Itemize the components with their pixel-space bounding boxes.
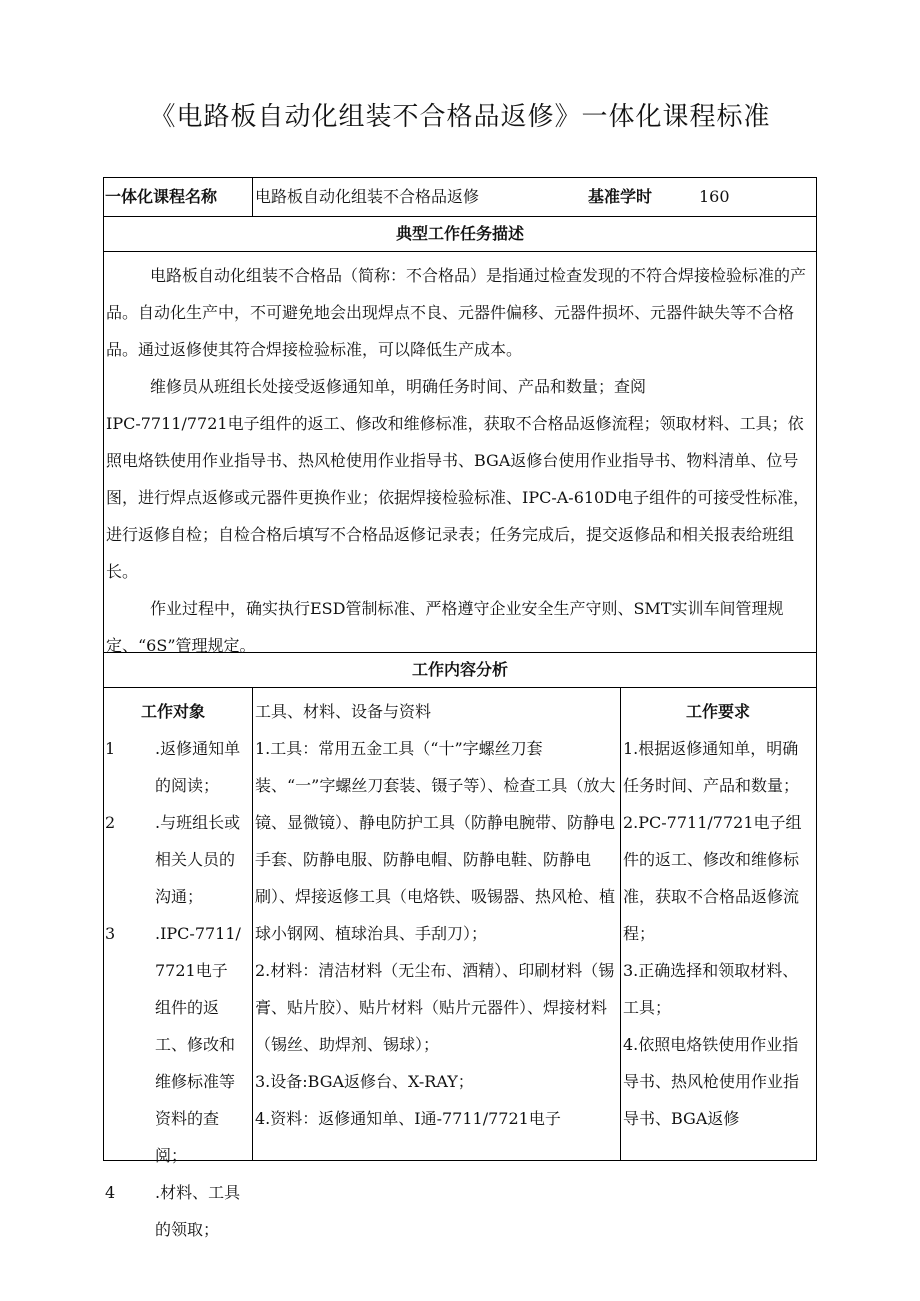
item-number: 1 bbox=[105, 739, 116, 758]
list-item bbox=[105, 1174, 241, 1248]
item-text: .与班组长或相关人员的沟通； bbox=[155, 813, 241, 906]
task-paragraph: 维修员从班组长处接受返修通知单，明确任务时间、产品和数量；查阅 bbox=[150, 377, 647, 396]
item-number: 2 bbox=[105, 813, 116, 832]
item-number: 4 bbox=[105, 1183, 116, 1202]
item-text: .IPC-7711/7721电子组件的返工、修改和维修标准等资料的查阅； bbox=[155, 924, 241, 1165]
work-object-column bbox=[105, 693, 241, 1239]
list-item: 2.材料：清洁材料（无尘布、酒精）、印刷材料（锡膏、贴片胶）、贴片材料（贴片元器件）、焊接材料（锡丝、助焊剂、锡球）； bbox=[255, 961, 615, 1054]
task-description-heading: 典型工作任务描述 bbox=[395, 224, 524, 243]
content-analysis-heading: 工作内容分析 bbox=[411, 660, 508, 679]
item-number: 3 bbox=[105, 924, 116, 943]
list-item: 4.资料：返修通知单、I通-7711/7721电子 bbox=[255, 1109, 561, 1128]
list-item: 4.依照电烙铁使用作业指导书、热风枪使用作业指导书、BGA返修 bbox=[623, 1035, 800, 1128]
tools-header: 工具、材料、设备与资料 bbox=[255, 702, 432, 721]
table-rule bbox=[103, 251, 817, 252]
table-rule bbox=[252, 177, 253, 216]
course-standard-table bbox=[103, 177, 817, 1239]
item-text: .返修通知单的阅读； bbox=[155, 739, 241, 795]
list-item: 2.PC-7711/7721电子组件的返工、修改和维修标准，获取不合格品返修流程； bbox=[623, 813, 802, 943]
hours-value: 160 bbox=[699, 187, 730, 206]
task-paragraph: IPC-7711/7721电子组件的返工、修改和维修标准，获取不合格品返修流程；领取材料、工具；依照电烙铁使用作业指导书、热风枪使用作业指导书、BGA返修台使用作业指导书、物料清单、位号图，进行焊点返修或元器件更换作业；依据焊接检验标准、IPC-A-610D电子组件的可接受性标准，进行返修自检；自检合格后填写不合格品返修记录表；任务完成后，提交返修品和相关报表给班组长。 bbox=[106, 414, 810, 581]
list-item bbox=[105, 804, 241, 915]
list-item: 1.工具：常用五金工具（“十”字螺丝刀套装、“一”字螺丝刀套装、镊子等）、检查工具（放大镜、显微镜）、静电防护工具（防静电腕带、防静电手套、防静电服、防静电帽、防静电鞋、防静电刷）、焊接返修工具（电烙铁、吸锡器、热风枪、植球小钢网、植球治具、手刮刀）； bbox=[255, 739, 616, 943]
tools-materials-column bbox=[255, 693, 617, 1159]
table-rule bbox=[103, 216, 817, 217]
work-requirements-column bbox=[623, 693, 813, 1159]
course-name-value: 电路板自动化组装不合格品返修 bbox=[255, 187, 480, 206]
table-border-top bbox=[103, 177, 817, 178]
item-text: .材料、工具的领取； bbox=[155, 1183, 241, 1239]
task-description-body bbox=[106, 257, 812, 664]
list-item bbox=[105, 730, 241, 804]
course-name-label: 一体化课程名称 bbox=[105, 187, 218, 206]
table-rule bbox=[103, 687, 817, 688]
task-paragraph: 作业过程中，确实执行ESD管制标准、严格遵守企业安全生产守则、SMT实训车间管理规定、“6S”管理规定。 bbox=[106, 599, 784, 655]
table-rule bbox=[620, 687, 621, 1160]
list-item bbox=[105, 915, 241, 1174]
work-object-header: 工作对象 bbox=[140, 702, 205, 721]
hours-label: 基准学时 bbox=[588, 187, 653, 206]
list-item: 1.根据返修通知单，明确任务时间、产品和数量； bbox=[623, 739, 800, 795]
table-rule bbox=[252, 687, 253, 1160]
list-item: 3.正确选择和领取材料、工具； bbox=[623, 961, 799, 1017]
requirements-header: 工作要求 bbox=[685, 702, 750, 721]
task-paragraph: 电路板自动化组装不合格品（简称：不合格品）是指通过检查发现的不符合焊接检验标准的产品。自动化生产中，不可避免地会出现焊点不良、元器件偏移、元器件损坏、元器件缺失等不合格品。通过返修使其符合焊接检验标准，可以降低生产成本。 bbox=[106, 266, 807, 359]
page-title: 《电路板自动化组装不合格品返修》一体化课程标准 bbox=[149, 102, 771, 132]
list-item: 3.设备:BGA返修台、X-RAY； bbox=[255, 1072, 474, 1091]
